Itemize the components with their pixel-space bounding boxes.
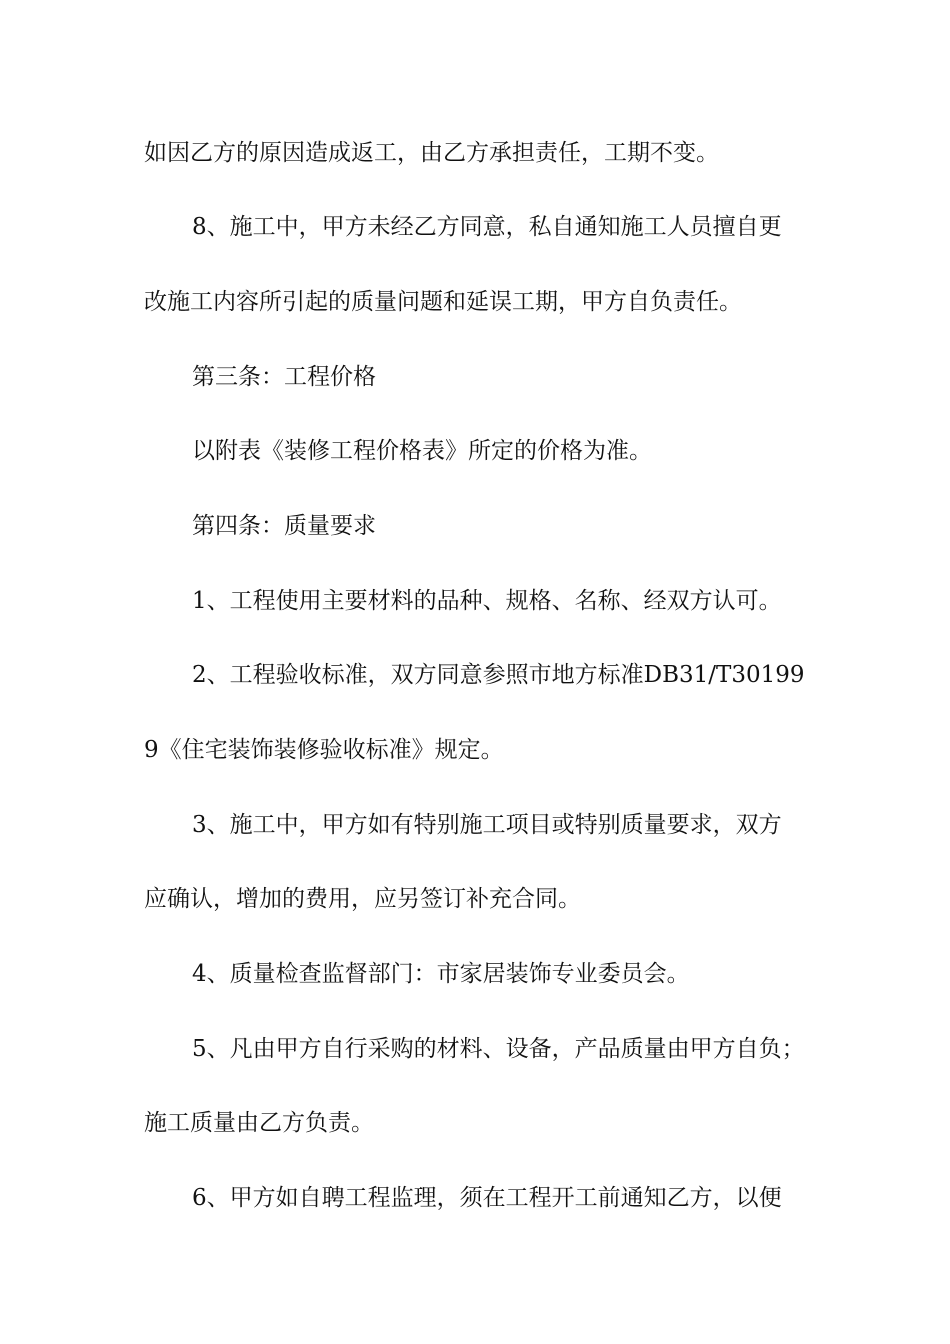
body-line: 应确认，增加的费用，应另签订补充合同。 xyxy=(144,886,581,912)
body-line: 4、质量检查监督部门：市家居装饰专业委员会。 xyxy=(192,961,690,987)
body-line: 1、工程使用主要材料的品种、规格、名称、经双方认可。 xyxy=(192,588,782,614)
body-line: 5、凡由甲方自行采购的材料、设备，产品质量由甲方自负； xyxy=(192,1036,805,1062)
body-line: 改施工内容所引起的质量问题和延误工期，甲方自负责任。 xyxy=(144,289,742,315)
body-line: 6、甲方如自聘工程监理，须在工程开工前通知乙方，以便 xyxy=(192,1185,782,1211)
body-line: 9《住宅装饰装修验收标准》规定。 xyxy=(144,737,504,763)
body-line: 以附表《装修工程价格表》所定的价格为准。 xyxy=(192,438,652,464)
body-line: 如因乙方的原因造成返工，由乙方承担责任，工期不变。 xyxy=(144,140,719,166)
body-line: 8、施工中，甲方未经乙方同意，私自通知施工人员擅自更 xyxy=(192,214,782,240)
section-heading: 第四条：质量要求 xyxy=(192,513,376,539)
body-line: 3、施工中，甲方如有特别施工项目或特别质量要求，双方 xyxy=(192,812,782,838)
body-line: 施工质量由乙方负责。 xyxy=(144,1110,374,1136)
section-heading: 第三条：工程价格 xyxy=(192,364,376,390)
body-line: 2、工程验收标准，双方同意参照市地方标准DB31/T30199 xyxy=(192,662,805,688)
